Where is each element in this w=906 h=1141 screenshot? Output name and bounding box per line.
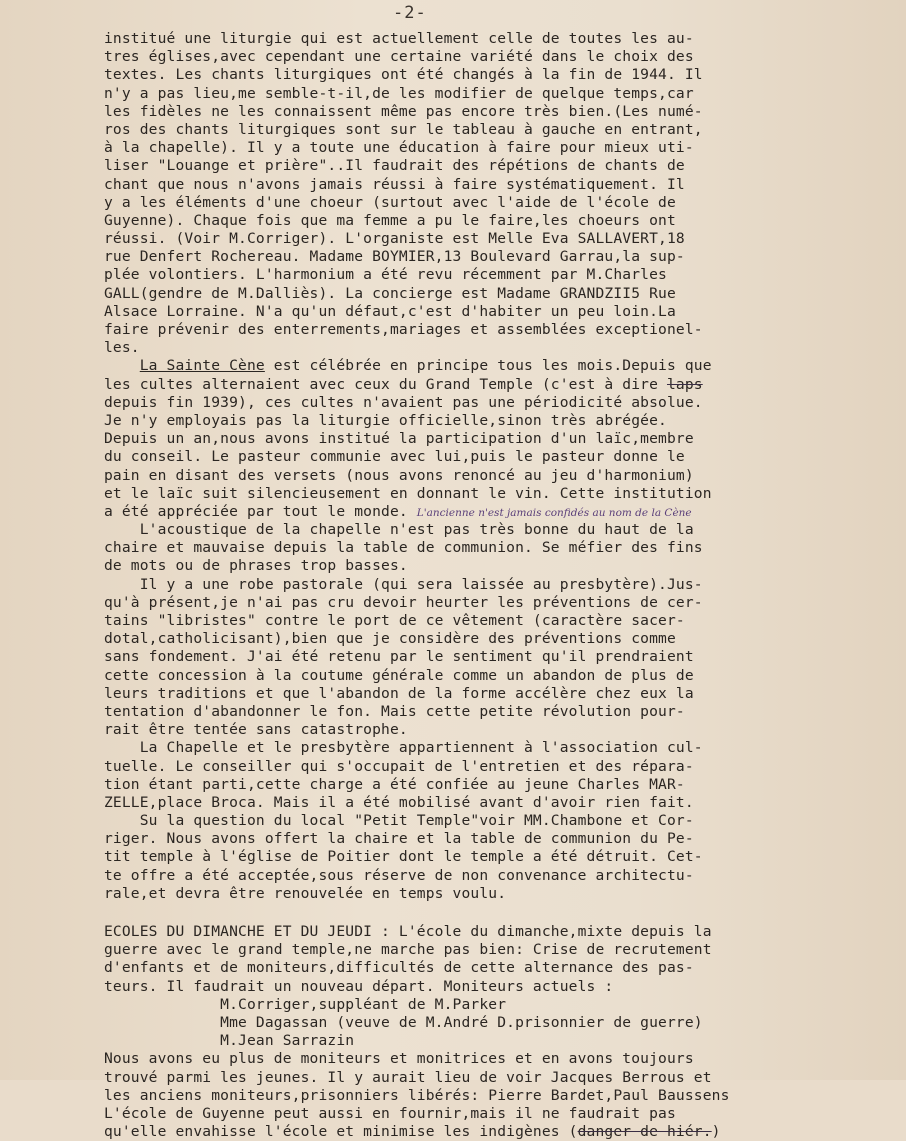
text-line: Depuis un an,nous avons institué la participation d'un laïc,membre — [104, 430, 694, 448]
text-line: cette concession à la coutume générale comme un abandon de plus de — [104, 666, 694, 684]
underlined-heading: La Sainte Cène — [139, 357, 265, 375]
text-line: d'enfants et de moniteurs,difficultés de cette alternance des pas- — [104, 959, 694, 977]
text-line: les cultes alternaient avec ceux du Grand Temple (c'est à dire laps — [104, 375, 703, 393]
text-line: teurs. Il faudrait un nouveau départ. Moniteurs actuels : — [104, 977, 614, 995]
text-line: de mots ou de phrases trop basses. — [104, 557, 408, 575]
text-line: rale,et devra être renouvelée en temps voulu. — [104, 884, 507, 902]
text-line: te offre a été acceptée,sous réserve de non convenance architectu- — [104, 866, 694, 884]
list-item: M.Corriger,suppléant de M.Parker — [104, 995, 507, 1013]
text-line: rait être tentée sans catastrophe. — [104, 721, 408, 739]
text-line: ZELLE,place Broca. Mais il a été mobilisé avant d'avoir rien fait. — [104, 793, 694, 811]
text-line: Je n'y employais pas la liturgie officielle,sinon très abrégée. — [104, 411, 667, 429]
handwritten-note: L'ancienne n'est jamais confidés au nom de la Cène — [416, 506, 692, 519]
text-line: tains "libristes" contre le port de ce vêtement (caractère sacer- — [104, 612, 685, 629]
text-line: faire prévenir des enterrements,mariages et assemblées exceptionel- — [104, 321, 703, 338]
section-gap — [104, 903, 886, 923]
text-line: sans fondement. J'ai été retenu par le sentiment qu'il prendraient — [104, 648, 694, 666]
text-line: tentation d'abandonner le fon. Mais cette petite révolution pour- — [104, 702, 685, 720]
text-line: Nous avons eu plus de moniteurs et monitrices et en avons toujours — [104, 1050, 694, 1068]
text-line: et le laïc suit silencieusement en donnant le vin. Cette institution — [104, 484, 712, 502]
text-line: tuelle. Le conseiller qui s'occupait de l'entretien et des répara- — [104, 757, 694, 775]
text-line: les. — [104, 339, 140, 357]
text-line: La Chapelle et le presbytère appartiennent à l'association cul- — [104, 739, 703, 757]
text-line: leurs traditions et que l'abandon de la forme accélère chez eux la — [104, 684, 694, 702]
text-line: L'acoustique de la chapelle n'est pas très bonne du haut de la — [104, 521, 694, 539]
list-item: Mme Dagassan (veuve de M.André D.prisonnier de guerre) — [104, 1013, 703, 1031]
text-line: y a les éléments d'une choeur (surtout avec l'aide de l'école de — [104, 193, 676, 211]
section-heading-line: ECOLES DU DIMANCHE ET DU JEUDI : L'école du dimanche,mixte depuis la — [104, 923, 712, 940]
text-line: à la chapelle). Il y a toute une éducation à faire pour mieux uti- — [104, 139, 694, 157]
text-line: L'école de Guyenne peut aussi en fournir,mais il ne faudrait pas — [104, 1104, 676, 1122]
text-line: dotal,catholicisant),bien que je considère des préventions comme — [104, 630, 676, 648]
document-body — [104, 30, 886, 1141]
text-line: chaire et mauvaise depuis la table de communion. Se méfier des fins — [104, 539, 703, 557]
text-line: tit temple à l'église de Poitier dont le temple a été détruit. Cet- — [104, 848, 703, 866]
text-line: ros des chants liturgiques sont sur le tableau à gauche en entrant, — [104, 120, 703, 138]
text-line: Il y a une robe pastorale (qui sera laissée au presbytère).Jus- — [104, 575, 703, 593]
text-line: tres églises,avec cependant une certaine variété dans le choix des — [104, 48, 694, 66]
text-line: qu'à présent,je n'ai pas cru devoir heurter les préventions de cer- — [104, 593, 703, 611]
text-line: du conseil. Le pasteur communie avec lui,puis le pasteur donne le — [104, 448, 685, 466]
text-line: plée volontiers. L'harmonium a été revu récemment par M.Charles — [104, 266, 667, 284]
text-line: n'y a pas lieu,me semble-t-il,de les modifier de quelque temps,car — [104, 84, 694, 102]
text-line: chant que nous n'avons jamais réussi à faire systématiquement. Il — [104, 175, 685, 193]
list-item: M.Jean Sarrazin — [104, 1032, 355, 1050]
text-line: Guyenne). Chaque fois que ma femme a pu le faire,les choeurs ont — [104, 211, 676, 229]
text-line: tion étant parti,cette charge a été confiée au jeune Charles MAR- — [104, 775, 685, 793]
text-line: guerre avec le grand temple,ne marche pas bien: Crise de recrutement — [104, 941, 712, 959]
text-line: liser "Louange et prière"..Il faudrait des répétions de chants de — [104, 157, 685, 175]
text-line: les anciens moniteurs,prisonniers libérés: Pierre Bardet,Paul Baussens — [104, 1086, 730, 1104]
text-line: réussi. (Voir M.Corriger). L'organiste est Melle Eva SALLAVERT,18 — [104, 230, 685, 248]
sainte-cene-line: La Sainte Cène est célébrée en principe tous les mois.Depuis que — [139, 357, 712, 375]
text-line: textes. Les chants liturgiques ont été changés à la fin de 1944. Il — [104, 66, 703, 84]
text-line: pain en disant des versets (nous avons renoncé au jeu d'harmonium) — [104, 466, 694, 484]
text-line: Su la question du local "Petit Temple"voir MM.Chambone et Cor- — [104, 812, 694, 830]
text-line: GALL(gendre de M.Dalliès). La concierge est Madame GRANDZII5 Rue — [104, 284, 676, 302]
text-line: les fidèles ne les connaissent même pas encore très bien.(Les numé- — [104, 102, 703, 120]
text-line: a été appréciée par tout le monde. L'ancienne n'est jamais confidés au nom de la Cène — [104, 502, 692, 520]
text-line: depuis fin 1939), ces cultes n'avaient pas une périodicité absolue. — [104, 393, 703, 411]
struck-text: danger de hiér. — [577, 1123, 712, 1141]
text-line: rue Denfert Rochereau. Madame BOYMIER,13 Boulevard Garrau,la sup- — [104, 248, 685, 266]
text-line: trouvé parmi les jeunes. Il y aurait lieu de voir Jacques Berrous et — [104, 1068, 712, 1086]
page-number: -2- — [393, 3, 427, 23]
text-line: institué une liturgie qui est actuellement celle de toutes les au- — [104, 30, 694, 47]
struck-word: laps — [666, 375, 703, 393]
text-line: qu'elle envahisse l'école et minimise les indigènes (danger de hiér.) — [104, 1123, 721, 1141]
text-line: riger. Nous avons offert la chaire et la table de communion du Pe- — [104, 830, 694, 848]
text-line: Alsace Lorraine. N'a qu'un défaut,c'est d'habiter un peu loin.La — [104, 302, 676, 320]
